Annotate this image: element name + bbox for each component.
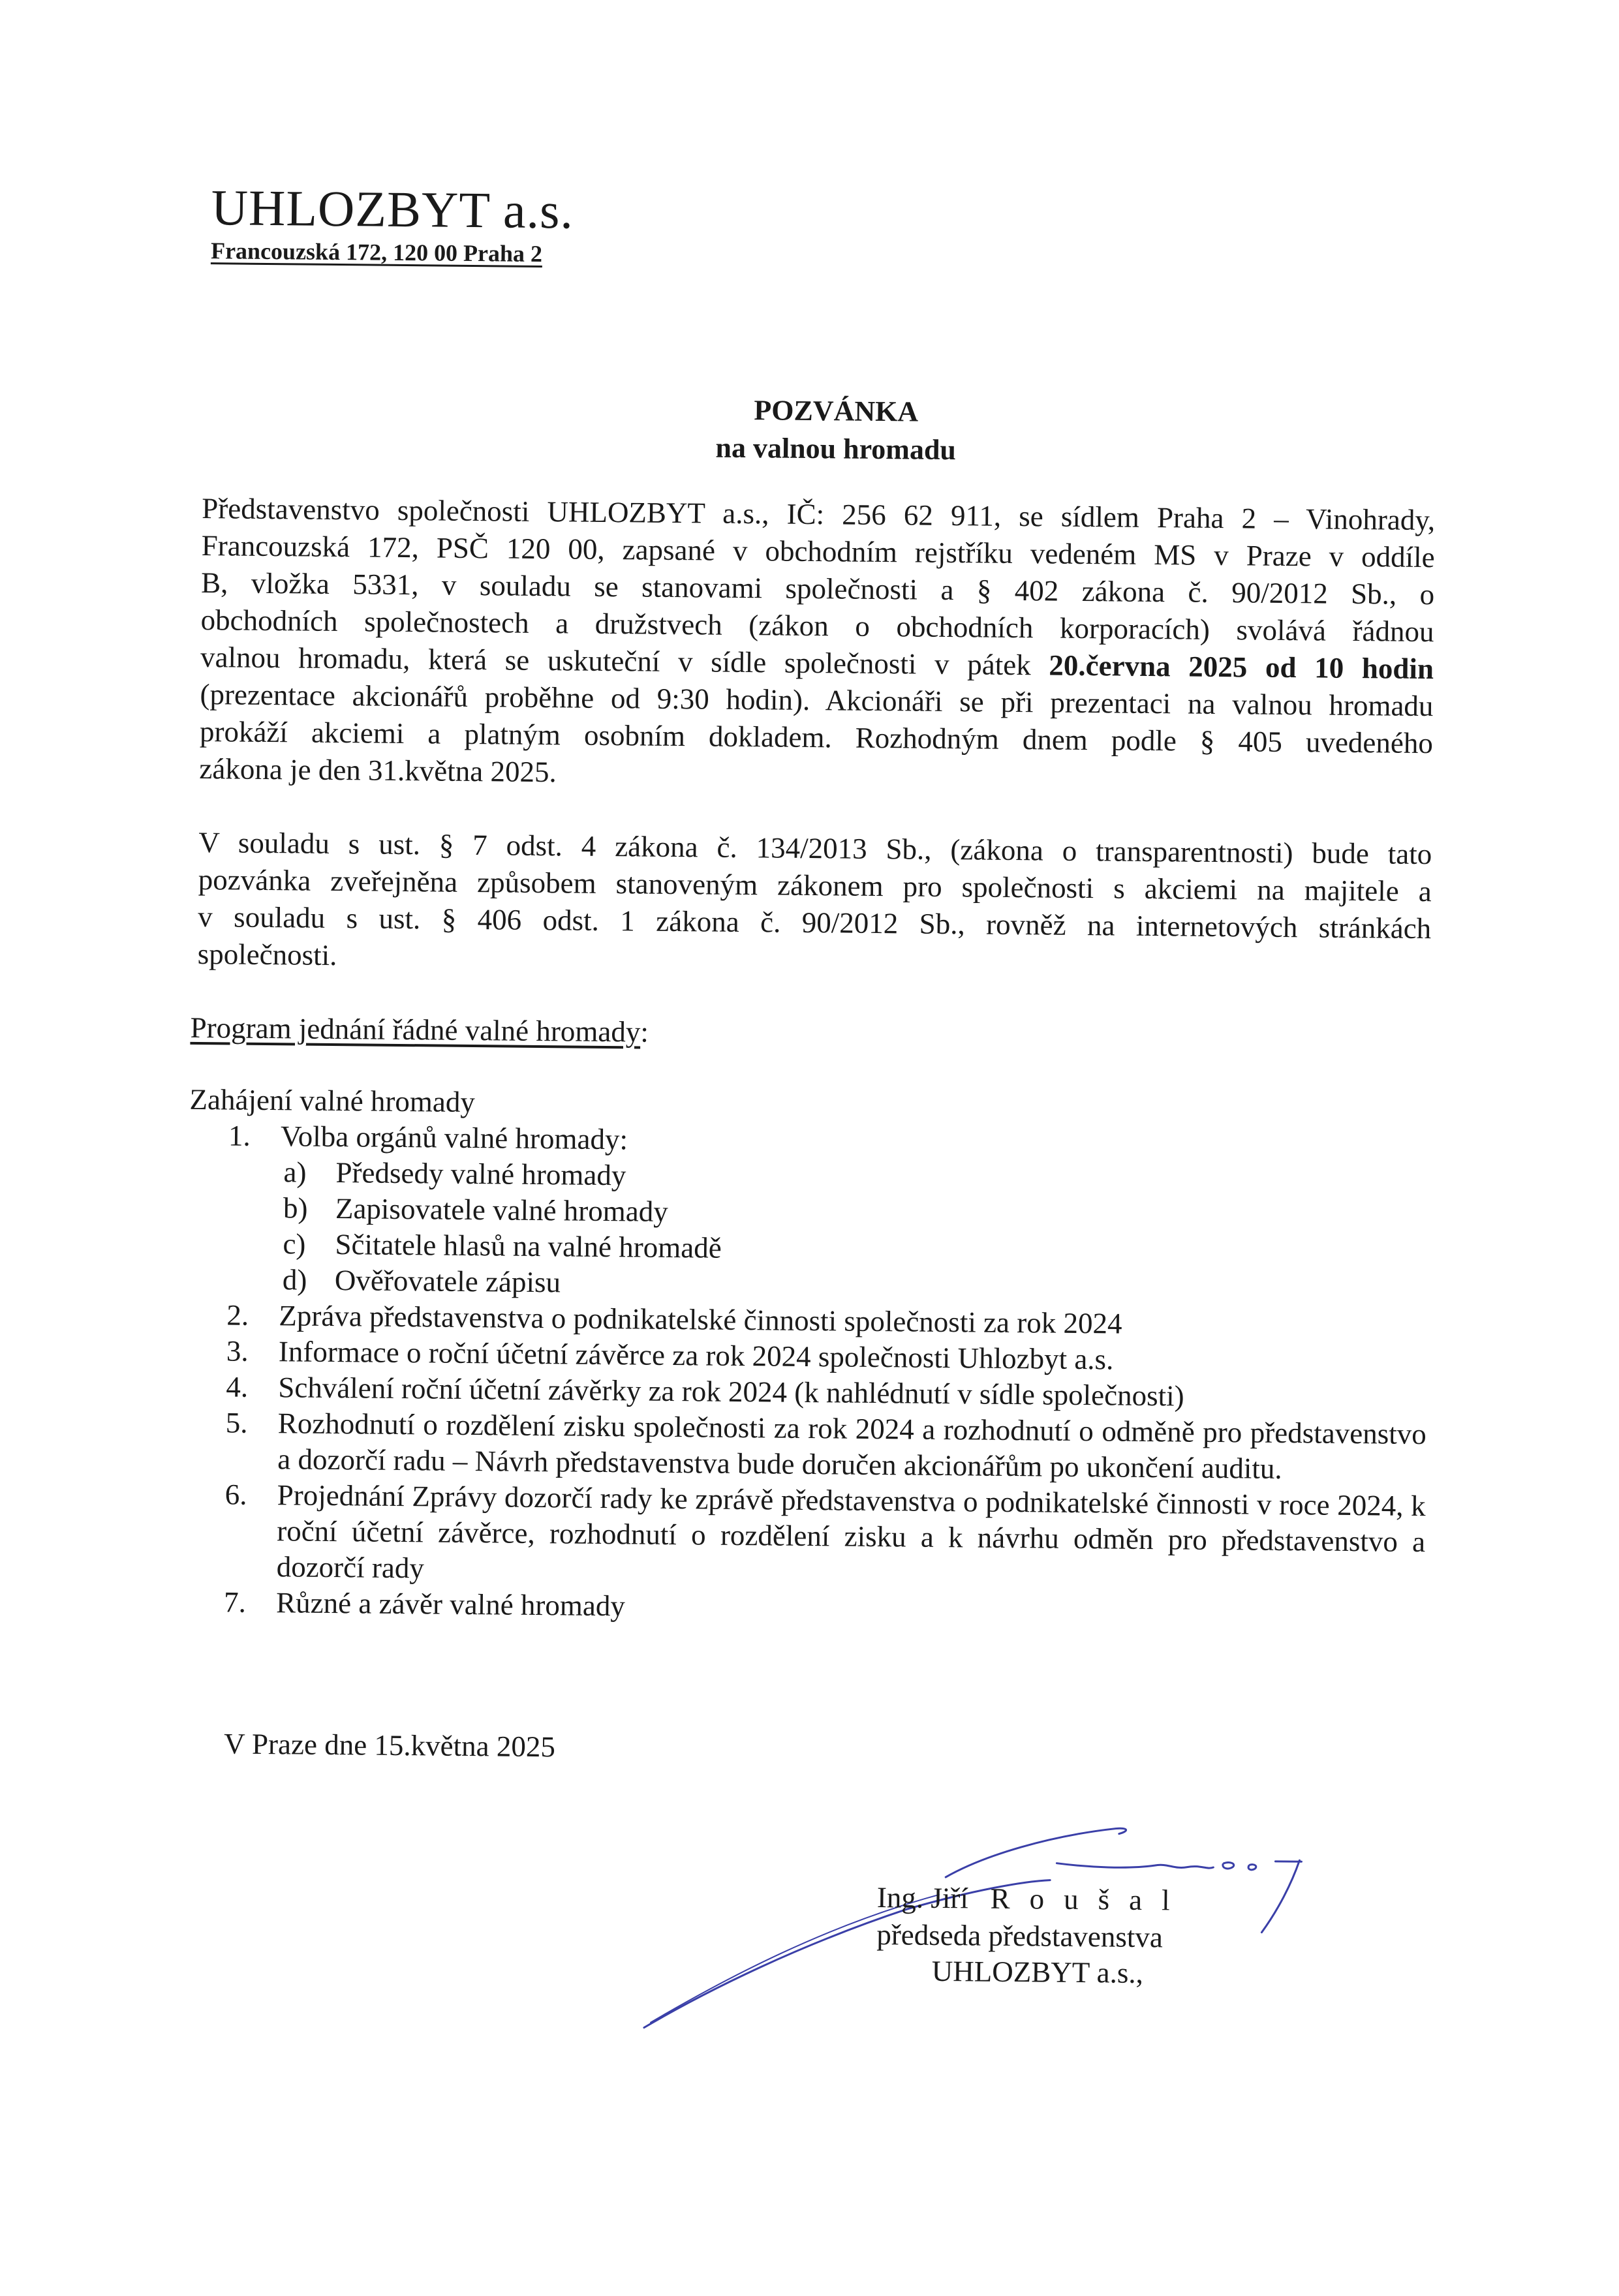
agenda-text: Zpráva představenstva o podnikatelské činnosti společnosti za rok 2024 xyxy=(279,1299,1122,1340)
signatory-name xyxy=(877,1880,1190,1919)
meeting-date-time: 20.června 2025 od 10 hodin xyxy=(1049,649,1434,686)
sub-item-text: Zapisovatele valné hromady xyxy=(335,1192,669,1228)
agenda-list xyxy=(185,1118,1429,1632)
document-subtitle: na valnou hromadu xyxy=(715,431,957,467)
paragraph-line: pozvánka zveřejněna způsobem stanoveným zákonem pro společnosti s akciemi na majitele a xyxy=(198,863,1432,908)
sub-item-text: Sčitatele hlasů na valné hromadě xyxy=(335,1228,722,1264)
agenda-text: Různé a závěr valné hromady xyxy=(275,1586,626,1623)
signature-stroke xyxy=(946,1827,1126,1879)
program-heading-text: Program jednání řádné valné hromady xyxy=(190,1011,641,1049)
paragraph-line: společnosti. xyxy=(197,937,337,972)
paragraph-line: Francouzská 172, PSČ 120 00, zapsané v obchodním rejstříku vedeném MS v Praze v oddíle xyxy=(201,529,1435,574)
sub-item-letter: c) xyxy=(283,1227,306,1261)
agenda-text: Projednání Zprávy dozorčí rady ke zprávě představenstva o podnikatelské činnosti v roce 2024, k roční účetní závěrce, rozhodnutí o rozdělení zisku a k návrhu odměn pro představenstvo a dozorčí rady xyxy=(276,1478,1426,1585)
program-opening: Zahájení valné hromady xyxy=(189,1082,476,1119)
agenda-number: 3. xyxy=(226,1334,249,1368)
paragraph-line: v souladu s ust. § 406 odst. 1 zákona č. 90/2012 Sb., rovněž na internetových stránkách xyxy=(198,900,1432,945)
paragraph-line: (prezentace akcionářů proběhne od 9:30 hodin). Akcionáři se při prezentaci na valnou hromadu xyxy=(200,678,1434,723)
document-title: POZVÁNKA xyxy=(754,394,919,428)
sub-item-text: Předsedy valné hromady xyxy=(335,1156,626,1192)
signature-stroke xyxy=(1223,1863,1234,1869)
signatory-company: UHLOZBYT a.s., xyxy=(931,1954,1144,1989)
signatory-role: předseda představenstva xyxy=(876,1918,1164,1954)
program-heading-colon: : xyxy=(640,1015,649,1049)
agenda-item xyxy=(185,1477,1425,1596)
paragraph-line: obchodních společnostech a družstvech (zákon o obchodních korporacích) svolává řádnou xyxy=(200,604,1434,649)
agenda-item xyxy=(186,1405,1426,1488)
agenda-number: 2. xyxy=(226,1298,249,1332)
invitation-paragraph xyxy=(199,490,1435,799)
company-address: Francouzská 172, 120 00 Praha 2 xyxy=(210,237,543,268)
program-heading xyxy=(190,1011,649,1049)
signature-stroke xyxy=(1261,1860,1301,1933)
paragraph-line: zákona je den 31.května 2025. xyxy=(199,752,557,789)
paragraph-line: B, vložka 5331, v souladu se stanovami společnosti a § 402 zákona č. 90/2012 Sb., o xyxy=(200,566,1435,611)
paragraph-line: prokáží akciemi a platným osobním dokladem. Rozhodným dnem podle § 405 uvedeného xyxy=(199,715,1434,760)
sub-item-text: Ověřovatele zápisu xyxy=(334,1264,561,1299)
agenda-text: Rozhodnutí o rozdělení zisku společnosti za rok 2024 a rozhodnutí o odměně pro představenstvo a dozorčí radu – Návrh představenstva bude doručen akcionářům po ukončení auditu. xyxy=(277,1407,1426,1485)
sub-item-letter: b) xyxy=(283,1191,308,1225)
agenda-number: 4. xyxy=(226,1370,249,1403)
signatory-name-prefix: Ing. Jiří xyxy=(876,1881,969,1915)
agenda-number: 7. xyxy=(223,1585,247,1619)
sub-item-letter: d) xyxy=(282,1263,307,1296)
signature-stroke xyxy=(1056,1863,1213,1869)
agenda-item xyxy=(188,1118,1430,1309)
paragraph-line: V souladu s ust. § 7 odst. 4 zákona č. 134/2013 Sb., (zákona o transparentnosti) bude tato xyxy=(198,825,1432,871)
agenda-text: Volba orgánů valné hromady: xyxy=(280,1120,628,1156)
agenda-number: 1. xyxy=(228,1119,251,1152)
signature-block xyxy=(876,1880,1190,1992)
signatory-surname: Roušal xyxy=(990,1882,1190,1917)
paragraph-line: Představenstvo společnosti UHLOZBYT a.s., IČ: 256 62 911, se sídlem Praha 2 – Vinohrady, xyxy=(202,492,1436,537)
agenda-sub-list xyxy=(279,1154,1429,1309)
agenda-text: Informace o roční účetní závěrce za rok 2024 společnosti Uhlozbyt a.s. xyxy=(278,1335,1114,1376)
sub-item-letter: a) xyxy=(283,1156,307,1189)
agenda-text: Schválení roční účetní závěrky za rok 2024 (k nahlédnutí v sídle společnosti) xyxy=(278,1371,1184,1413)
transparency-paragraph xyxy=(197,824,1432,985)
date-line: V Praze dne 15.května 2025 xyxy=(223,1727,556,1764)
paragraph-line-text: valnou hromadu, která se uskuteční v sídle společnosti v pátek xyxy=(200,641,1049,682)
agenda-number: 5. xyxy=(225,1406,248,1439)
signature-stroke xyxy=(1248,1865,1256,1870)
company-name: UHLOZBYT a.s. xyxy=(211,179,574,239)
agenda-number: 6. xyxy=(224,1478,247,1511)
